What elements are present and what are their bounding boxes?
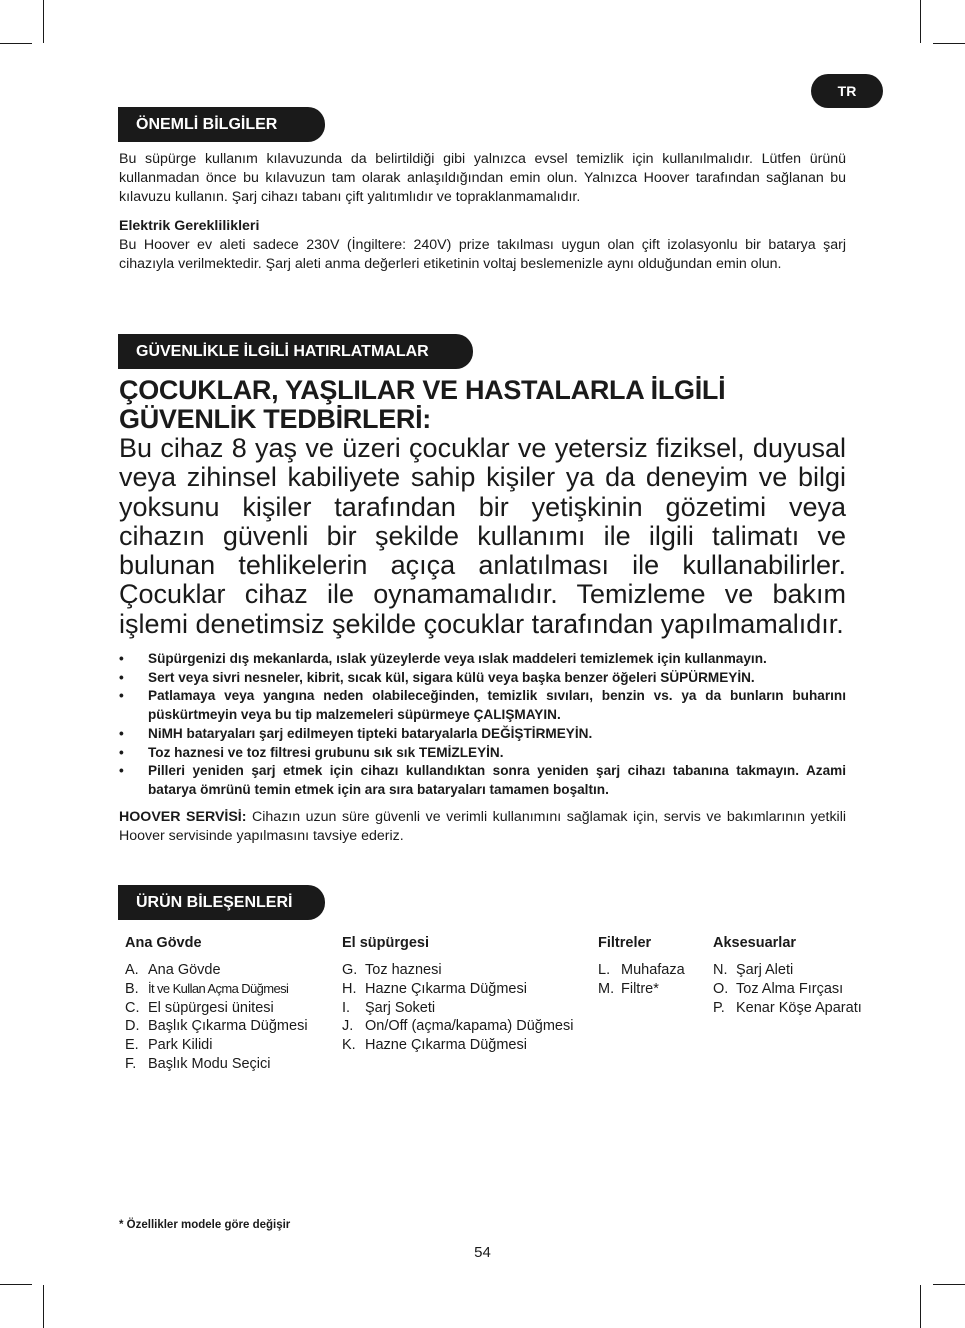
bullet-icon: • — [119, 651, 124, 666]
list-item: • Pilleri yeniden şarj etmek için cihazı kullandıktan sonra yeniden şarj cihazı tabanına takmayın. Azami batarya ömrünü temin etmek için ara sıra bataryaları tamamen boşaltın. — [119, 763, 846, 797]
list-item: J. On/Off (açma/kapama) Düğmesi — [342, 1018, 574, 1035]
electric-requirements-text: Bu Hoover ev aleti sadece 230V (İngiltere: 240V) prize takılması uygun olan çift izolasyonlu bir batarya şarj cihazıyla verilmektedir. Şarj aleti anma değerleri etiketinin voltaj beslemenizle aynı olduğundan emin olun. — [119, 237, 846, 272]
crop-mark — [43, 1285, 44, 1328]
list-item: • Patlamaya veya yangına neden olabileceğinden, temizlik sıvıları, benzin vs. ya da bunların buharını püskürtmeyin veya bu tip malzemeleri süpürmeye ÇALIŞMAYIN. — [119, 688, 846, 723]
bullet-icon: • — [119, 669, 124, 685]
list-item: B. İt ve Kullan Açma Düğmesi — [125, 980, 289, 997]
list-item: P. Kenar Köşe Aparatı — [713, 999, 862, 1016]
list-item: O. Toz Alma Fırçası — [713, 980, 844, 997]
section-title-safety: GÜVENLİKLE İLGİLİ HATIRLATMALAR — [118, 334, 473, 369]
safety-bullet-list — [119, 650, 846, 800]
crop-mark — [0, 43, 32, 44]
list-item: E. Park Kilidi — [125, 1037, 213, 1054]
crop-mark — [933, 43, 965, 44]
list-item: A. Ana Gövde — [125, 962, 221, 978]
bullet-icon: • — [119, 688, 124, 704]
crop-mark — [920, 0, 921, 43]
list-item: L. Muhafaza — [598, 962, 685, 978]
language-badge: TR — [811, 74, 883, 108]
list-item: D. Başlık Çıkarma Düğmesi — [125, 1018, 308, 1035]
list-item: K. Hazne Çıkarma Düğmesi — [342, 1037, 527, 1054]
list-item: I. Şarj Soketi — [342, 999, 436, 1016]
column-title: Ana Gövde — [125, 935, 202, 951]
section-title-components: ÜRÜN BİLEŞENLERİ — [118, 885, 325, 920]
list-item: C. El süpürgesi ünitesi — [125, 999, 274, 1016]
component-column-handheld — [342, 934, 573, 1055]
list-item: • Toz haznesi ve toz filtresi grubunu sık sık TEMİZLEYİN. — [119, 744, 846, 763]
component-column-filters — [598, 934, 685, 999]
bullet-icon: • — [119, 725, 124, 741]
page-number: 54 — [474, 1244, 491, 1261]
list-item: • Süpürgenizi dış mekanlarda, ıslak yüzeylerde veya ıslak maddeleri temizlemek için kullanmayın. — [119, 650, 846, 669]
list-item: • Sert veya sivri nesneler, kibrit, sıcak kül, sigara külü veya başka benzer öğeleri SÜPÜRMEYİN. — [119, 669, 846, 688]
list-item: M. Filtre* — [598, 980, 659, 997]
column-title: Aksesuarlar — [713, 935, 797, 951]
list-item: N. Şarj Aleti — [713, 962, 794, 978]
crop-mark — [933, 1284, 965, 1285]
list-item: • NiMH bataryaları şarj edilmeyen tipteki bataryalarla DEĞİŞTİRMEYİN. — [119, 725, 846, 744]
service-text: Cihazın uzun süre güvenli ve verimli kullanımını sağlamak için, servis ve bakımlarının yetkili Hoover servisinde yapılmasını tavsiye ederiz. — [119, 809, 846, 844]
hoover-service-note — [119, 808, 846, 846]
bullet-icon: • — [119, 763, 124, 779]
list-item: F. Başlık Modu Seçici — [125, 1055, 271, 1072]
important-intro: Bu süpürge kullanım kılavuzunda da belirtildiği gibi yalnızca evsel temizlik için kullanılmalıdır. Lütfen ürünü kullanmadan önce bu kılavuzun tam olarak anlaşıldığından emin olun. Yalnızca Hoover tarafından sağlanan bu kılavuzu kullanın. Şarj cihazı tabanı çift yalıtımlıdır ve topraklanmamalıdır. — [119, 151, 846, 205]
component-column-main-body — [125, 934, 308, 1074]
electric-requirements-title: Elektrik Gereklilikleri — [119, 218, 260, 234]
safety-paragraph: Bu cihaz 8 yaş ve üzeri çocuklar ve yetersiz fiziksel, duyusal veya zihinsel kabiliyete sahip kişiler ya da deneyim ve bilgi yoksunu kişiler tarafından bir yetişkinin gözetimi veya cihazın güvenli bir şekilde kullanımı ile ilgili talimatı ve bulunan tehlikelerin açıça anlatılması ile kullanabilirler. Çocuklar cihaz ile oynamamalıdır. Temizleme ve bakım işlemi denetimsiz şekilde çocuklar tarafından yapılmamalıdır. — [119, 433, 846, 639]
column-title: Filtreler — [598, 935, 652, 951]
component-column-accessories — [713, 934, 862, 1017]
crop-mark — [0, 1284, 32, 1285]
crop-mark — [43, 0, 44, 43]
section-title-important: ÖNEMLİ BİLGİLER — [118, 107, 325, 142]
service-label: HOOVER SERVİSİ: — [119, 809, 247, 825]
safety-heading: ÇOCUKLAR, YAŞLILAR VE HASTALARLA İLGİLİ GÜVENLİK TEDBİRLERİ: — [119, 375, 726, 434]
crop-mark — [920, 1285, 921, 1328]
footnote: * Özellikler modele göre değişir — [119, 1219, 291, 1231]
list-item: H. Hazne Çıkarma Düğmesi — [342, 980, 527, 997]
important-info-block — [119, 150, 846, 274]
list-item: G. Toz haznesi — [342, 962, 442, 978]
bullet-icon: • — [119, 744, 124, 760]
column-title: El süpürgesi — [342, 935, 430, 951]
